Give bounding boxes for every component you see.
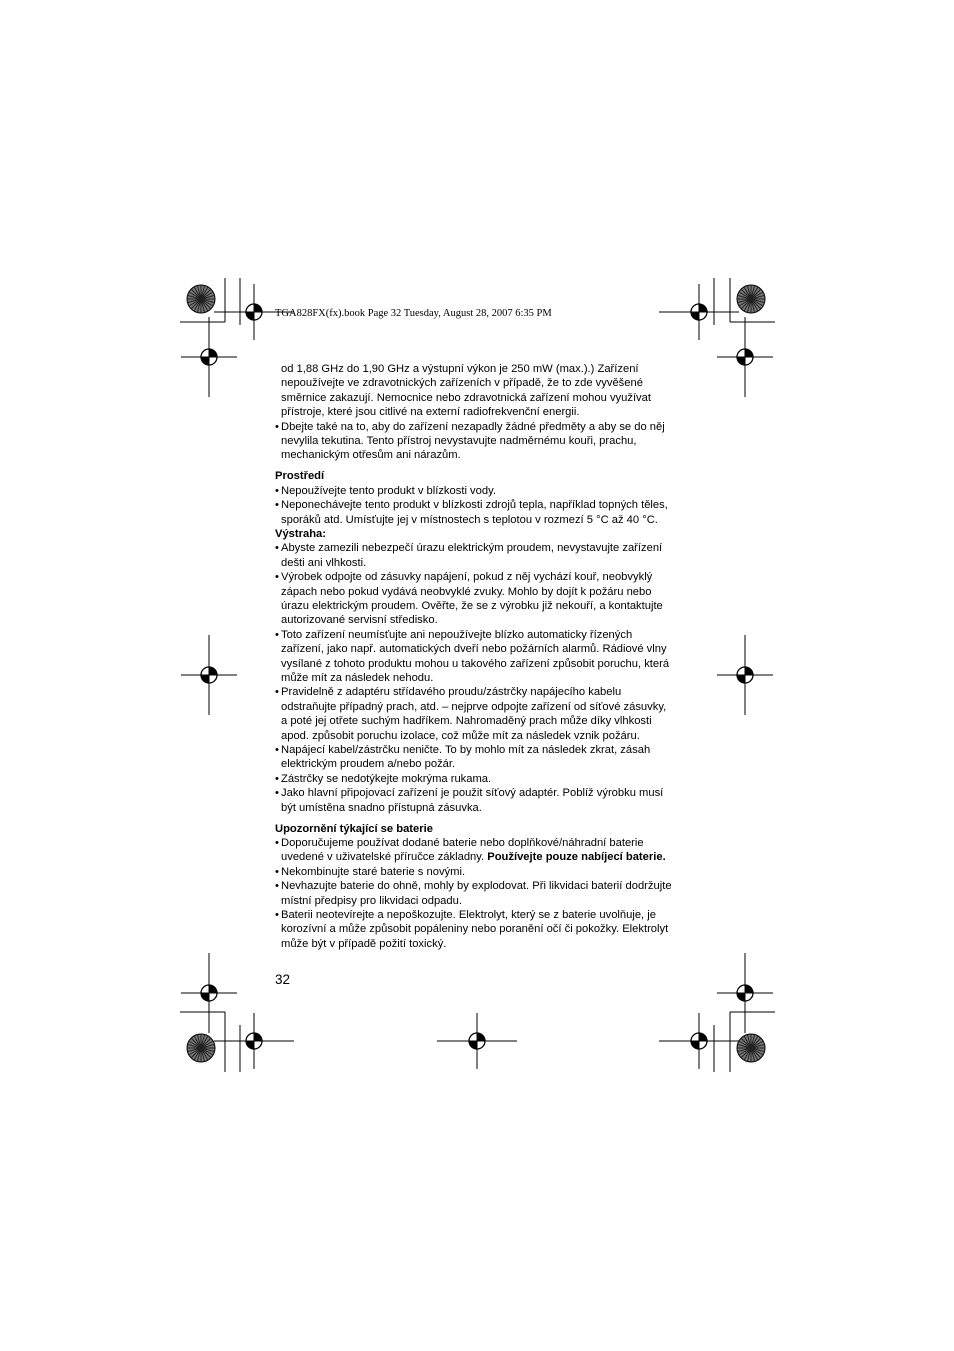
bullet-dot: • bbox=[275, 772, 279, 785]
color-target-icon bbox=[737, 1034, 765, 1062]
bullet-line: úrazu elektrickým proudem. Ověřte, že se z výrobku již nekouří, a kontaktujte bbox=[281, 600, 663, 612]
bullet-dot: • bbox=[275, 837, 279, 849]
bullet-line-text: uvedené v uživatelské příručce základny. bbox=[281, 851, 488, 864]
color-target-icon bbox=[737, 285, 765, 313]
bullet-line: Jako hlavní připojovací zařízení je použit síťový adaptér. Poblíž výrobku musí bbox=[281, 787, 664, 800]
page-content bbox=[275, 362, 685, 951]
registration-mark-icon bbox=[214, 1013, 294, 1069]
bullet-dot: • bbox=[275, 865, 279, 878]
bullet-dot: • bbox=[275, 542, 279, 555]
book-header: TGA828FX(fx).book Page 32 Tuesday, August 28, 2007 6:35 PM bbox=[275, 308, 552, 319]
bullet-line: dešti ani vlhkosti. bbox=[281, 556, 367, 569]
bullet-line: vysílané z tohoto produktu mohou u takového zařízení způsobit poruchu, která bbox=[281, 657, 670, 670]
bullet-line: Toto zařízení neumísťujte ani nepoužívejte blízko automaticky řízených bbox=[281, 628, 633, 641]
bullet-dot: • bbox=[275, 499, 279, 512]
bullet-dot: • bbox=[275, 628, 279, 641]
color-target-icon bbox=[187, 285, 215, 313]
bullet-line: může mít za následek nehodu. bbox=[281, 672, 434, 685]
list-item bbox=[275, 498, 685, 527]
intro-line: nepoužívejte ve zdravotnických zařízeních v případě, že to zde vyvěšené bbox=[281, 377, 643, 390]
registration-mark-icon bbox=[181, 317, 237, 397]
registration-mark-icon bbox=[717, 317, 773, 397]
section-heading-warning: Výstraha: bbox=[275, 527, 326, 540]
bullet-line: Výrobek odpojte od zásuvky napájení, pokud z něj vychází kouř, neobvyklý bbox=[281, 571, 653, 584]
bullet-line: autorizované servisní středisko. bbox=[281, 614, 438, 627]
bullet-dot: • bbox=[275, 787, 279, 800]
list-item bbox=[275, 786, 685, 815]
bullet-line: zařízení, jako např. automatických dveří nebo požárních alarmů. Rádiové vlny bbox=[281, 643, 667, 656]
registration-mark-icon bbox=[437, 1013, 517, 1069]
list-item bbox=[275, 865, 685, 879]
bullet-dot: • bbox=[275, 880, 279, 893]
registration-mark-icon bbox=[181, 953, 237, 1033]
color-target-icon bbox=[187, 1034, 215, 1062]
bullet-dot: • bbox=[275, 420, 279, 433]
section-heading-battery: Upozornění týkající se baterie bbox=[275, 822, 433, 835]
bullet-line: být umístěna snadno přístupná zásuvka. bbox=[281, 801, 482, 814]
emphasis-text: Používejte pouze nabíjecí baterie. bbox=[487, 851, 666, 864]
bullet-line: a poté jej otřete suchým hadříkem. Nahromaděný prach může díky vlhkosti bbox=[281, 715, 652, 728]
bullet-dot: • bbox=[275, 571, 279, 584]
registration-mark-icon bbox=[659, 1013, 739, 1069]
section-heading-environment: Prostředí bbox=[275, 470, 325, 483]
bullet-line: nevylila tekutina. Tento přístroj nevystavujte nadměrnému kouři, prachu, bbox=[281, 435, 637, 448]
list-item bbox=[275, 772, 685, 786]
bullet-line: Nevhazujte baterie do ohně, mohly by explodovat. Při likvidaci baterií dodržujte bbox=[281, 880, 672, 893]
bullet-line: Napájecí kabel/zástrčku neničte. To by mohlo mít za následek zkrat, zásah bbox=[281, 744, 651, 757]
bullet-line: korozívní a může způsobit popáleniny nebo poranění očí či pokožky. Elektrolyt bbox=[281, 923, 669, 936]
bullet-line bbox=[281, 850, 685, 864]
registration-mark-icon bbox=[659, 284, 739, 340]
bullet-line: místní předpisy pro likvidaci odpadu. bbox=[281, 894, 462, 907]
bullet-line: odstraňujte případný prach, atd. – nejprve odpojte zařízení od síťové zásuvky, bbox=[281, 700, 667, 713]
bullet-dot: • bbox=[275, 909, 279, 922]
bullet-line: Neponechávejte tento produkt v blízkosti zdrojů tepla, například topných těles, bbox=[281, 499, 668, 512]
list-item bbox=[275, 484, 685, 498]
list-item bbox=[275, 908, 685, 951]
list-item bbox=[275, 420, 685, 463]
list-item bbox=[275, 836, 685, 865]
intro-line: směrnice zakazují. Nemocnice nebo zdravotnická zařízení mohou využívat bbox=[281, 391, 651, 404]
intro-line: od 1,88 GHz do 1,90 GHz a výstupní výkon je 250 mW (max.).) Zařízení bbox=[281, 363, 639, 375]
registration-mark-icon bbox=[717, 953, 773, 1033]
list-item bbox=[275, 628, 685, 686]
bullet-line: mechanickým otřesům ani nárazům. bbox=[281, 449, 461, 462]
list-item bbox=[275, 541, 685, 570]
list-item bbox=[275, 570, 685, 628]
registration-mark-icon bbox=[181, 635, 237, 715]
bullet-line: Baterii neotevírejte a nepoškozujte. Elektrolyt, který se z baterie uvolňuje, je bbox=[281, 909, 656, 922]
bullet-dot: • bbox=[275, 686, 279, 699]
bullet-line: Nepoužívejte tento produkt v blízkosti vody. bbox=[281, 484, 496, 497]
bullet-dot: • bbox=[275, 744, 279, 757]
bullet-line: Pravidelně z adaptéru střídavého proudu/zástrčky napájecího kabelu bbox=[281, 686, 622, 699]
bullet-dot: • bbox=[275, 484, 279, 497]
list-item bbox=[275, 685, 685, 743]
list-item bbox=[275, 879, 685, 908]
intro-line: přístroje, které jsou citlivé na externí radiofrekvenční energii. bbox=[281, 406, 580, 419]
bullet-line: Abyste zamezili nebezpečí úrazu elektrickým proudem, nevystavujte zařízení bbox=[281, 542, 663, 555]
list-item bbox=[275, 743, 685, 772]
bullet-line: Nekombinujte staré baterie s novými. bbox=[281, 865, 466, 878]
bullet-line: může být v případě požití toxický. bbox=[281, 937, 447, 950]
page-number: 32 bbox=[275, 972, 291, 987]
bullet-line: Doporučujeme používat dodané baterie nebo doplňkové/náhradní baterie bbox=[281, 837, 644, 849]
bullet-line: Zástrčky se nedotýkejte mokrýma rukama. bbox=[281, 772, 492, 785]
registration-mark-icon bbox=[717, 635, 773, 715]
bullet-line: elektrickým proudem a/nebo požár. bbox=[281, 758, 456, 771]
bullet-line: sporáků atd. Umísťujte jej v místnostech s teplotou v rozmezí 5 °C až 40 °C. bbox=[281, 513, 658, 526]
bullet-line: zápach nebo pokud vydává neobvyklé zvuky. Mohlo by dojít k požáru nebo bbox=[281, 585, 652, 598]
bullet-line: Dbejte také na to, aby do zařízení nezapadly žádné předměty a aby se do něj bbox=[281, 420, 665, 433]
bullet-line: apod. způsobit poruchu izolace, což může mít za následek vznik požáru. bbox=[281, 729, 640, 742]
